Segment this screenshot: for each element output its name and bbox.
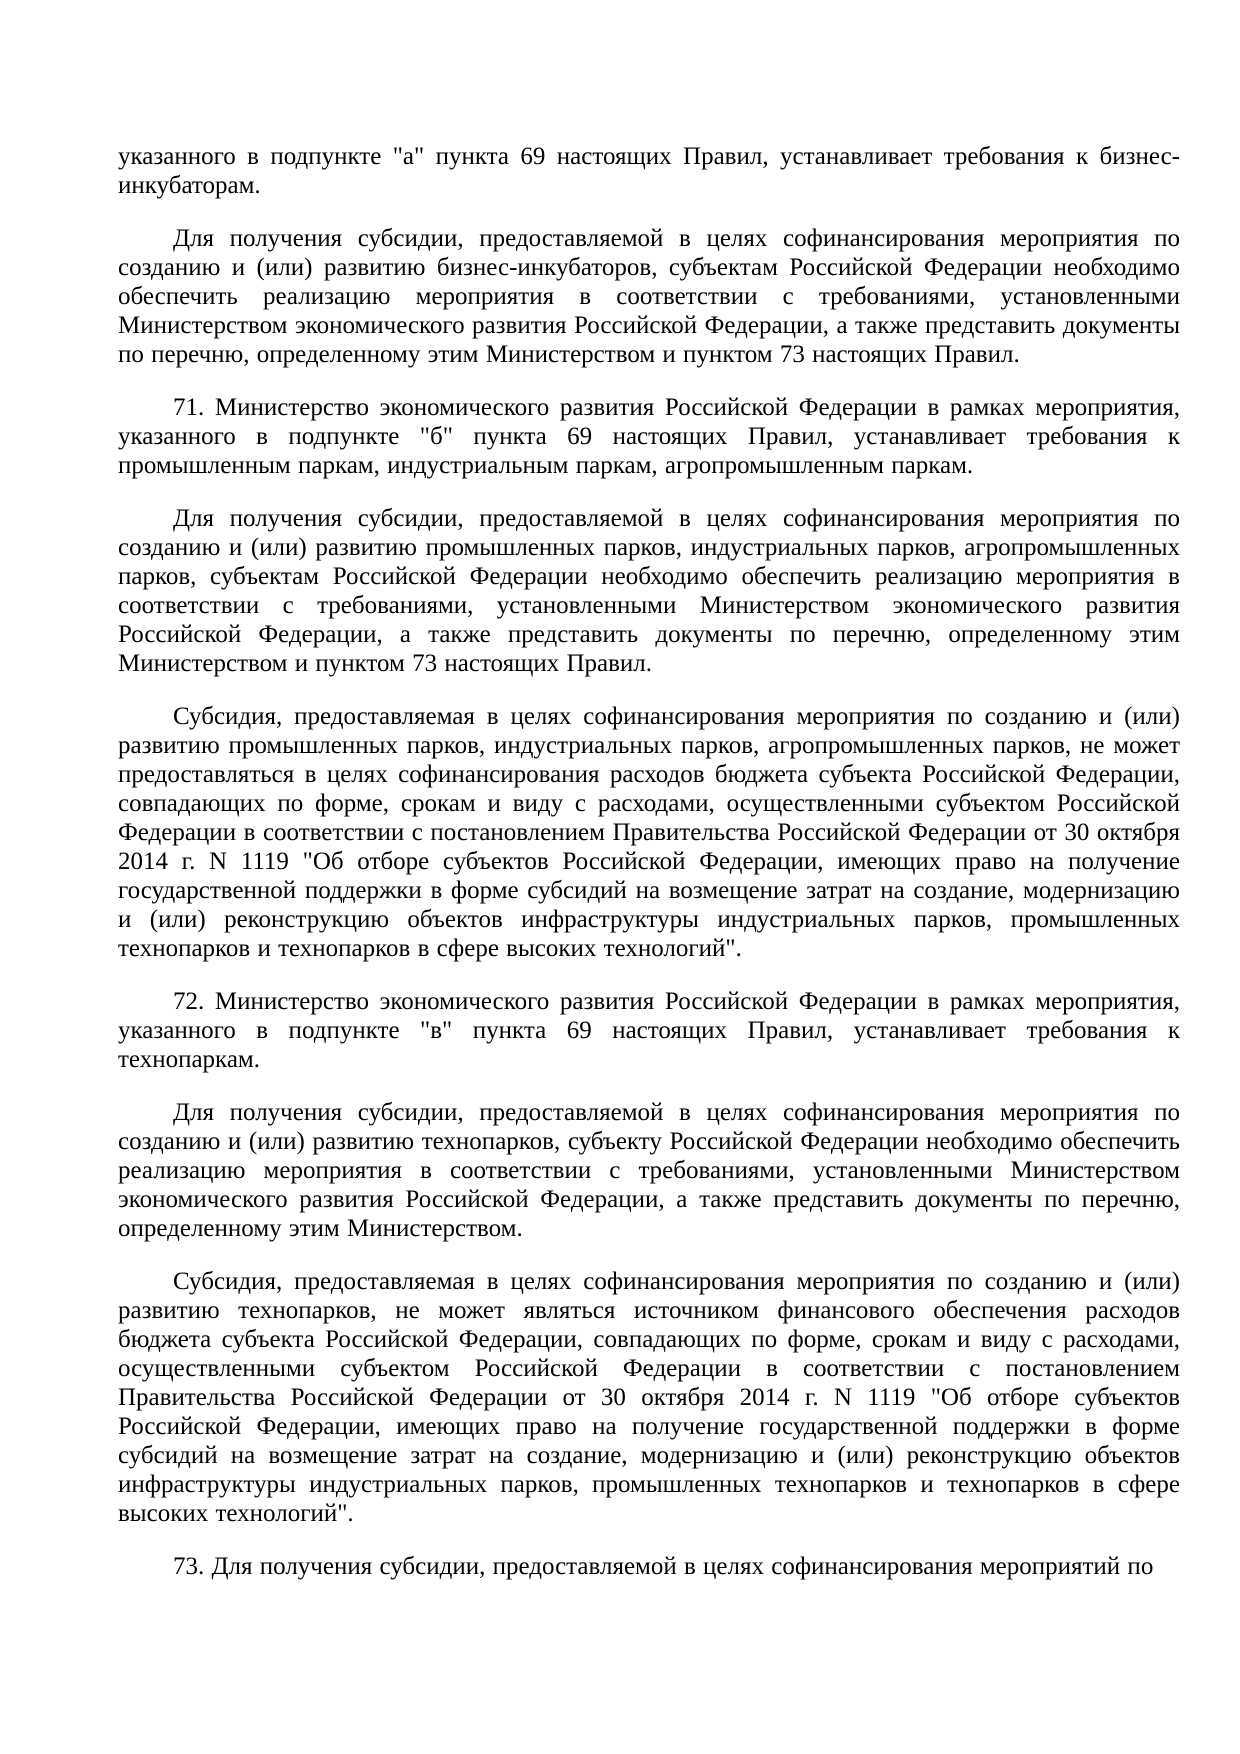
paragraph: Для получения субсидии, предоставляемой в целях софинансирования мероприятия по созданию и (или) развитию технопарков, субъекту Российской Федерации необходимо обеспечить реализацию мероприятия в соответствии с требованиями, установленными Министерством экономического развития Российской Федерации, а также представить документы по перечню, определенному этим Министерством. bbox=[118, 1099, 1180, 1242]
paragraph: Для получения субсидии, предоставляемой в целях софинансирования мероприятия по созданию и (или) развитию бизнес-инкубаторов, субъектам Российской Федерации необходимо обеспечить реализацию мероприятия в соответствии с требованиями, установленными Министерством экономического развития Российской Федерации, а также представить документы по перечню, определенному этим Министерством и пунктом 73 настоящих Правил. bbox=[118, 225, 1180, 368]
paragraph: Субсидия, предоставляемая в целях софинансирования мероприятия по созданию и (или) развитию промышленных парков, индустриальных парков, агропромышленных парков, не может предоставляться в целях софинансирования расходов бюджета субъекта Российской Федерации, совпадающих по форме, срокам и виду с расходами, осуществленными субъектом Российской Федерации в соответствии с постановлением Правительства Российской Федерации от 30 октября 2014 г. N 1119 "Об отборе субъектов Российской Федерации, имеющих право на получение государственной поддержки в форме субсидий на возмещение затрат на создание, модернизацию и (или) реконструкцию объектов инфраструктуры индустриальных парков, промышленных технопарков и технопарков в сфере высоких технологий". bbox=[118, 703, 1180, 962]
paragraph-item-73: 73. Для получения субсидии, предоставляемой в целях софинансирования мероприятий по bbox=[173, 1553, 1154, 1580]
paragraph-item-72: 72. Министерство экономического развития Российской Федерации в рамках мероприятия, указанного в подпункте "в" пункта 69 настоящих Правил, устанавливает требования к технопаркам. bbox=[118, 988, 1180, 1073]
paragraph: Субсидия, предоставляемая в целях софинансирования мероприятия по созданию и (или) развитию технопарков, не может являться источником финансового обеспечения расходов бюджета субъекта Российской Федерации, совпадающих по форме, срокам и виду с расходами, осуществленными субъектом Российской Федерации в соответствии с постановлением Правительства Российской Федерации от 30 октября 2014 г. N 1119 "Об отборе субъектов Российской Федерации, имеющих право на получение государственной поддержки в форме субсидий на возмещение затрат на создание, модернизацию и (или) реконструкцию объектов инфраструктуры индустриальных парков, промышленных технопарков и технопарков в сфере высоких технологий". bbox=[118, 1268, 1180, 1527]
paragraph-continuation: указанного в подпункте "а" пункта 69 настоящих Правил, устанавливает требования к бизнес-инкубаторам. bbox=[118, 143, 1180, 199]
paragraph: Для получения субсидии, предоставляемой в целях софинансирования мероприятия по созданию и (или) развитию промышленных парков, индустриальных парков, агропромышленных парков, субъектам Российской Федерации необходимо обеспечить реализацию мероприятия в соответствии с требованиями, установленными Министерством экономического развития Российской Федерации, а также представить документы по перечню, определенному этим Министерством и пунктом 73 настоящих Правил. bbox=[118, 505, 1180, 677]
paragraph-item-71: 71. Министерство экономического развития Российской Федерации в рамках мероприятия, указанного в подпункте "б" пункта 69 настоящих Правил, устанавливает требования к промышленным паркам, индустриальным паркам, агропромышленным паркам. bbox=[118, 394, 1180, 479]
